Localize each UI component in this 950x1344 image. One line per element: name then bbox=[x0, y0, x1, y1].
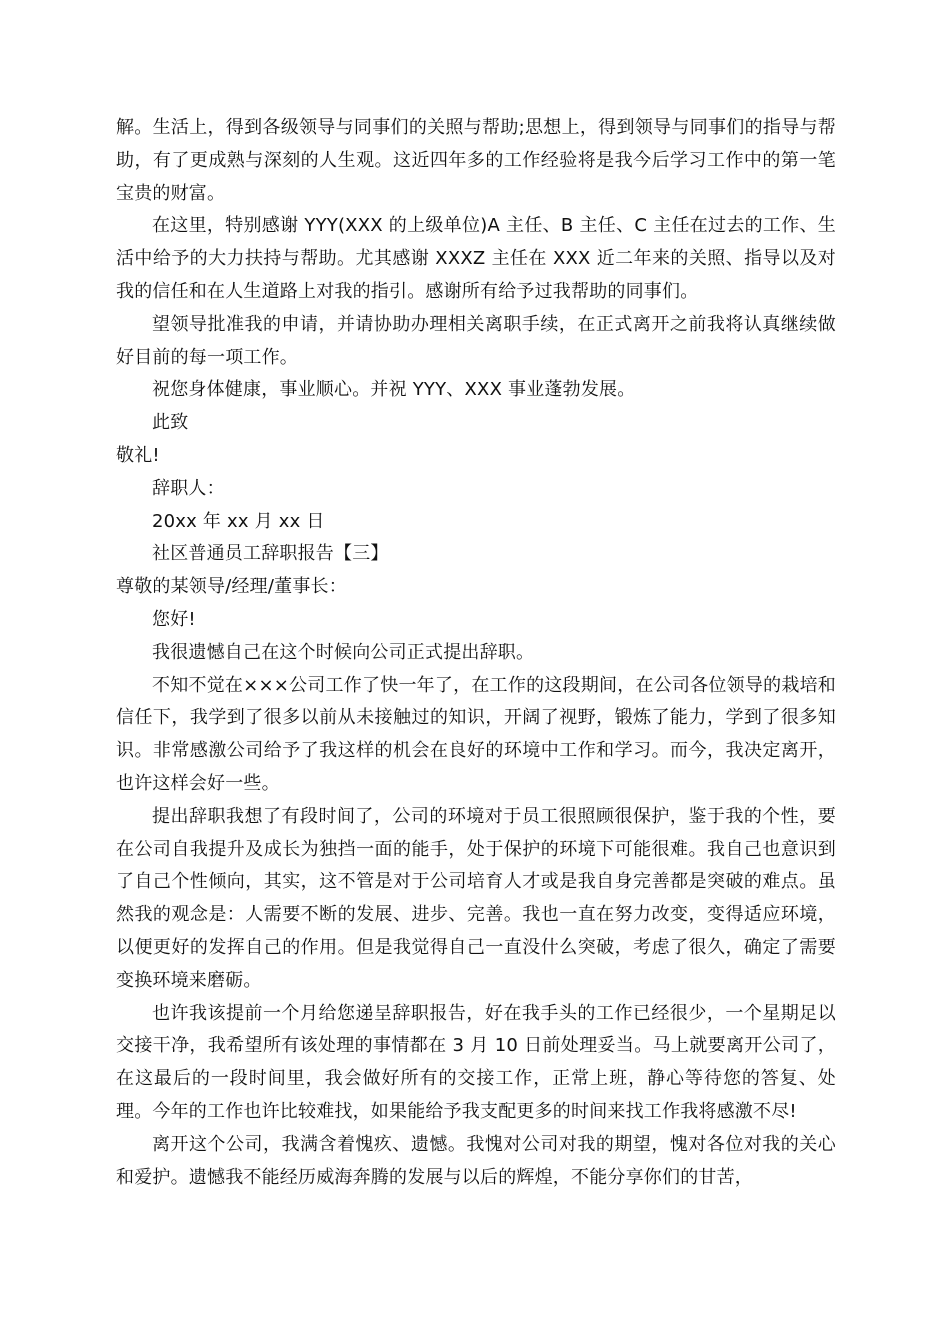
paragraph: 提出辞职我想了有段时间了，公司的环境对于员工很照顾很保护，鉴于我的个性，要在公司自我提升及成长为独挡一面的能手，处于保护的环境下可能很难。我自己也意识到了自己个性倾向，其实，这不管是对于公司培育人才或是我自身完善都是突破的难点。虽然我的观念是：人需要不断的发展、进步、完善。我也一直在努力改变，变得适应环境，以便更好的发挥自己的作用。但是我觉得自己一直没什么突破，考虑了很久，确定了需要变换环境来磨砺。 bbox=[116, 805, 836, 991]
paragraph: 解。生活上，得到各级领导与同事们的关照与帮助;思想上，得到领导与同事们的指导与帮助，有了更成熟与深刻的人生观。这近四年多的工作经验将是我今后学习工作中的第一笔宝贵的财富。 bbox=[116, 117, 836, 204]
paragraph: 我很遗憾自己在这个时候向公司正式提出辞职。 bbox=[152, 641, 535, 663]
greeting: 您好! bbox=[152, 608, 196, 630]
paragraph: 祝您身体健康，事业顺心。并祝 YYY、XXX 事业蓬勃发展。 bbox=[152, 379, 636, 401]
section-title: 社区普通员工辞职报告【三】 bbox=[152, 543, 389, 565]
date-line: 20xx 年 xx 月 xx 日 bbox=[152, 510, 325, 532]
paragraph: 不知不觉在×××公司工作了快一年了，在工作的这段期间，在公司各位领导的栽培和信任下，我学到了很多以前从未接触过的知识，开阔了视野，锻炼了能力，学到了很多知识。非常感激公司给予了我这样的机会在良好的环境中工作和学习。而今，我决定离开，也许这样会好一些。 bbox=[116, 674, 836, 794]
closing-salutation: 此致 bbox=[152, 412, 189, 434]
paragraph: 望领导批准我的申请，并请协助办理相关离职手续，在正式离开之前我将认真继续做好目前的每一项工作。 bbox=[116, 313, 836, 368]
document-body bbox=[116, 112, 836, 1194]
paragraph: 也许我该提前一个月给您递呈辞职报告，好在我手头的工作已经很少，一个星期足以交接干净，我希望所有该处理的事情都在 3 月 10 日前处理妥当。马上就要离开公司了，在这最后的一段时间里，我会做好所有的交接工作，正常上班，静心等待您的答复、处理。今年的工作也许比较难找，如果能给予我支配更多的时间来找工作我将感激不尽! bbox=[116, 1002, 836, 1122]
paragraph: 在这里，特别感谢 YYY(XXX 的上级单位)A 主任、B 主任、C 主任在过去的工作、生活中给予的大力扶持与帮助。尤其感谢 XXXZ 主任在 XXX 近二年来的关照、指导以及对我的信任和在人生道路上对我的指引。感谢所有给予过我帮助的同事们。 bbox=[116, 215, 836, 302]
addressee: 尊敬的某领导/经理/董事长： bbox=[116, 576, 347, 598]
paragraph: 离开这个公司，我满含着愧疚、遗憾。我愧对公司对我的期望，愧对各位对我的关心和爱护。遗憾我不能经历威海奔腾的发展与以后的辉煌，不能分享你们的甘苦， bbox=[116, 1133, 836, 1188]
closing-regards: 敬礼! bbox=[116, 444, 160, 466]
signature-line: 辞职人： bbox=[152, 477, 225, 499]
